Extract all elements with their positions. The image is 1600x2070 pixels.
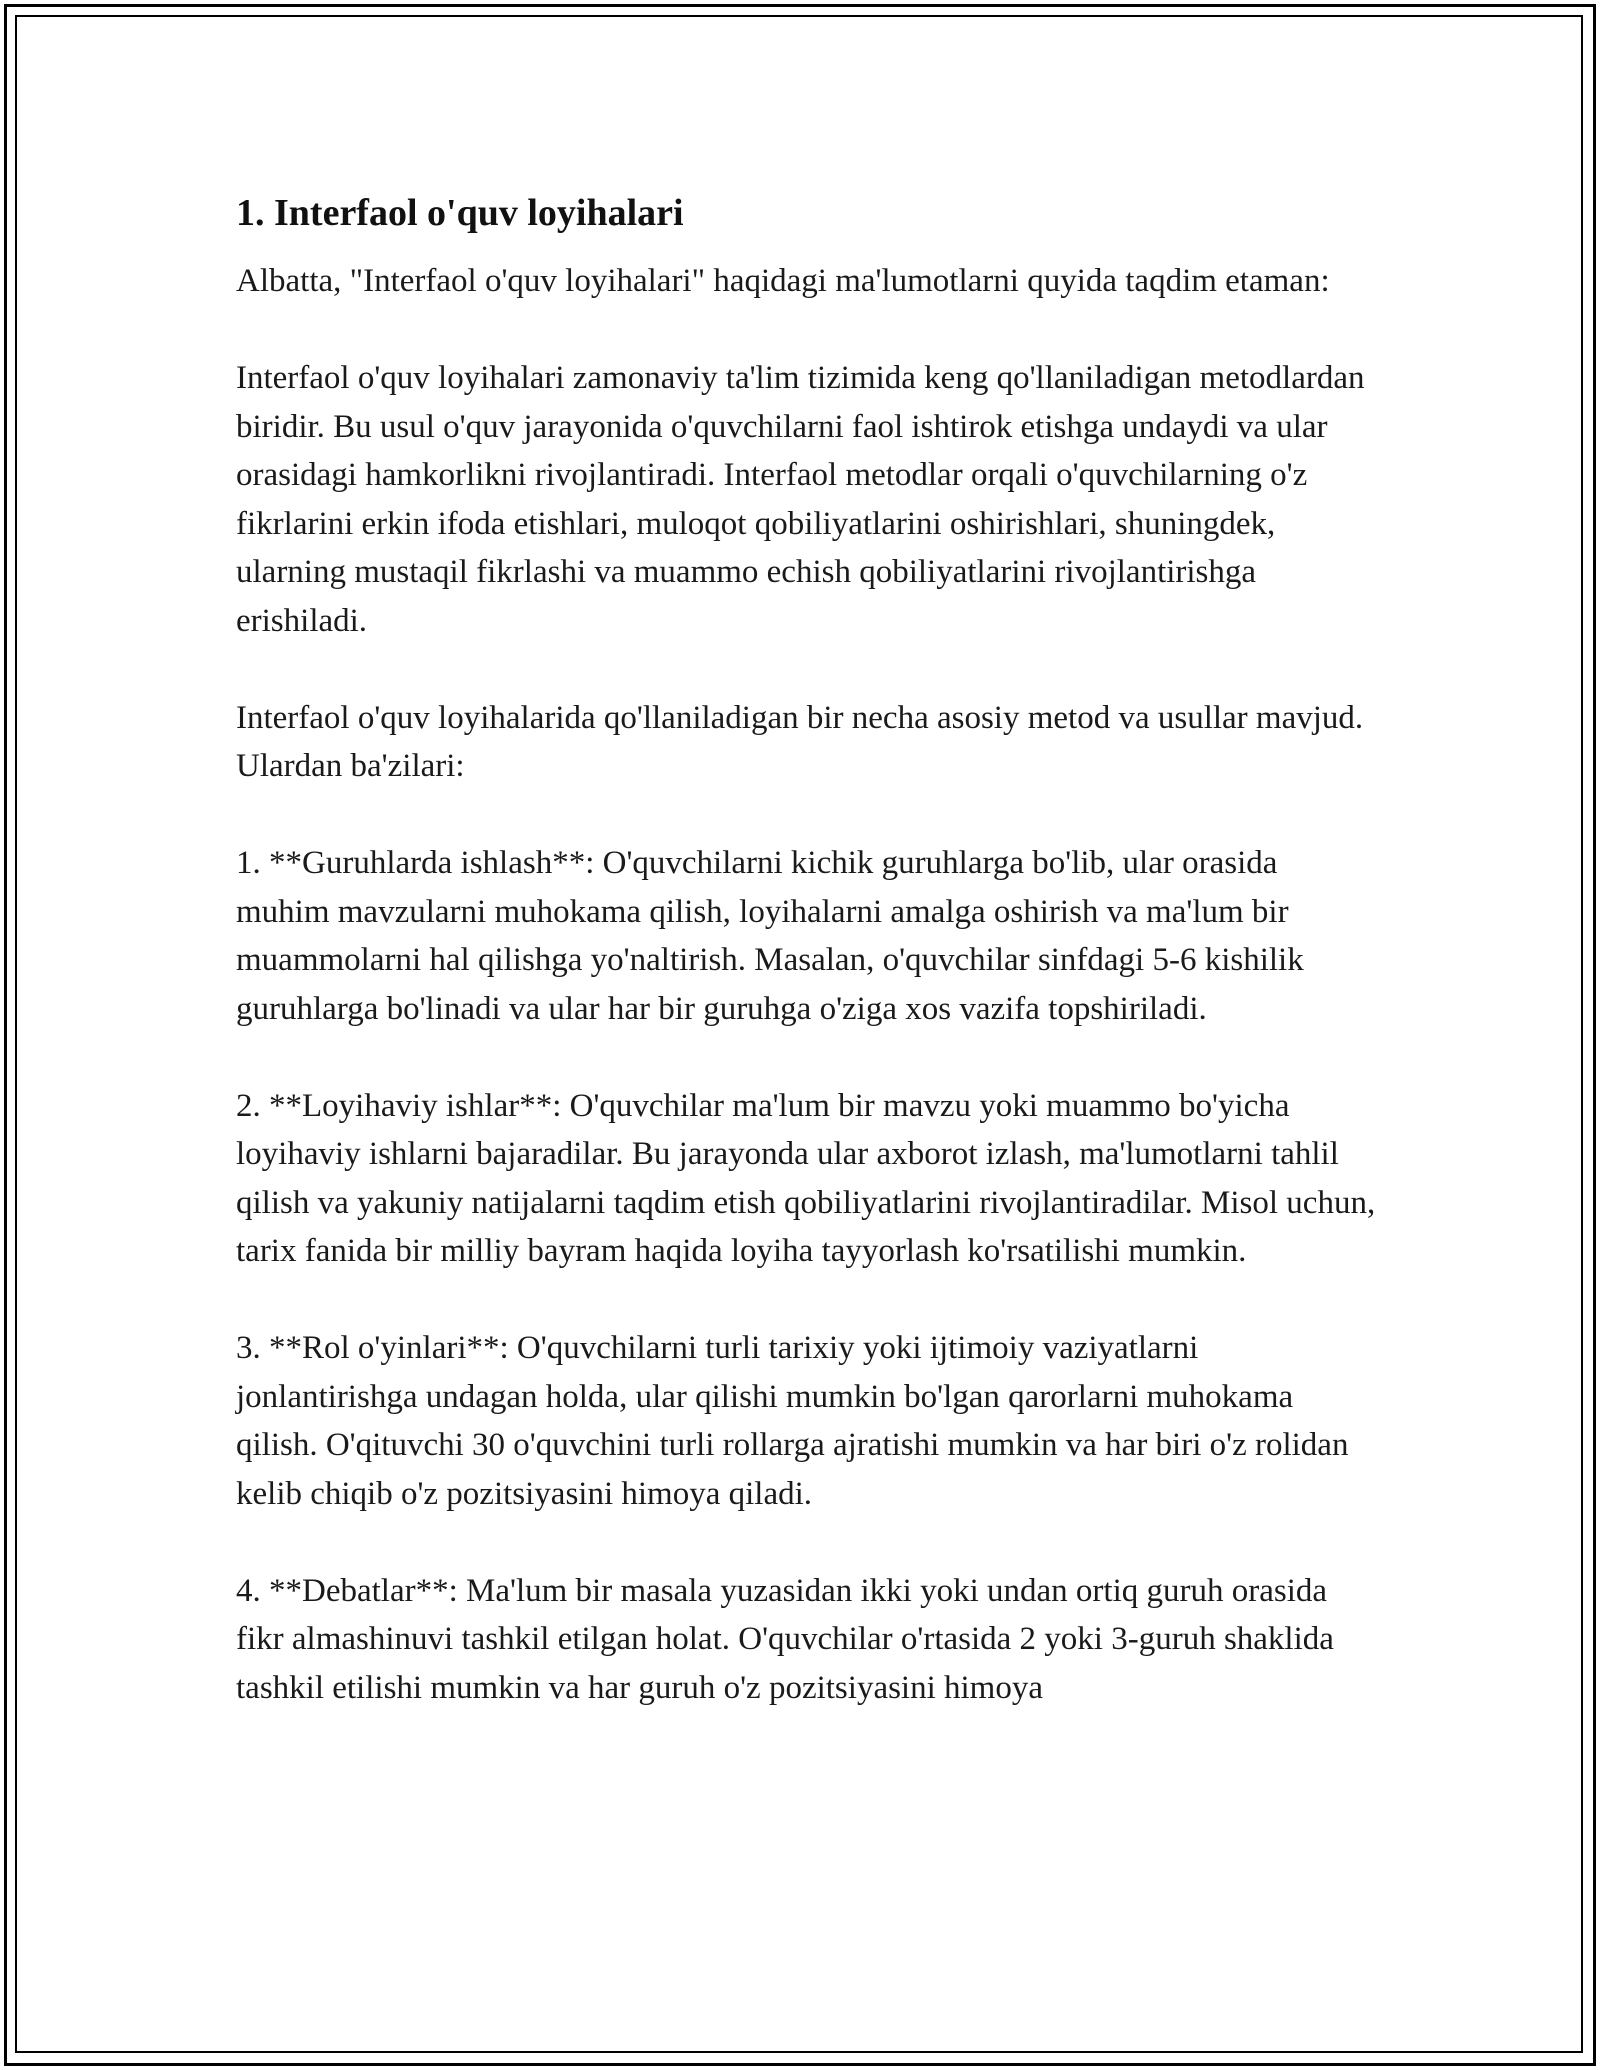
document-body: [236, 185, 1376, 1761]
method-item-debates: 4. **Debatlar**: Ma'lum bir masala yuzasidan ikki yoki undan ortiq guruh orasida fikr almashinuvi tashkil etilgan holat. O'quvchilar o'rtasida 2 yoki 3-guruh shaklida tashkil etilishi mumkin va har guruh o'z pozitsiyasini himoya: [236, 1572, 1334, 1706]
method-item-project-work: 2. **Loyihaviy ishlar**: O'quvchilar ma'lum bir mavzu yoki muammo bo'yicha loyihaviy ishlarni bajaradilar. Bu jarayonda ular axborot izlash, ma'lumotlarni tahlil qilish va yakuniy natijalarni taqdim etish qobiliyatlarini rivojlantiradilar. Misol uchun, tarix fanida bir milliy bayram haqida loyiha tayyorlash ko'rsatilishi mumkin.: [236, 1087, 1376, 1269]
methods-intro-paragraph: Interfaol o'quv loyihalarida qo'llaniladigan bir necha asosiy metod va usullar mavjud. Ulardan ba'zilari:: [236, 699, 1364, 784]
document-title: 1. Interfaol o'quv loyihalari: [236, 192, 684, 234]
intro-paragraph: Albatta, "Interfaol o'quv loyihalari" haqidagi ma'lumotlarni quyida taqdim etaman:: [236, 263, 1330, 299]
overview-paragraph: Interfaol o'quv loyihalari zamonaviy ta'lim tizimida keng qo'llaniladigan metodlardan biridir. Bu usul o'quv jarayonida o'quvchilarni faol ishtirok etishga undaydi va ular orasidagi hamkorlikni rivojlantiradi. Interfaol metodlar orqali o'quvchilarning o'z fikrlarini erkin ifoda etishlari, muloqot qobiliyatlarini oshirishlari, shuningdek, ularning mustaqil fikrlashi va muammo echish qobiliyatlarini rivojlantirishga erishiladi.: [236, 360, 1365, 639]
method-item-role-play: 3. **Rol o'yinlari**: O'quvchilarni turli tarixiy yoki ijtimoiy vaziyatlarni jonlantirishga undagan holda, ular qilishi mumkin bo'lgan qarorlarni muhokama qilish. O'qituvchi 30 o'quvchini turli rollarga ajratishi mumkin va har biri o'z rolidan kelib chiqib o'z pozitsiyasini himoya qiladi.: [236, 1330, 1349, 1512]
method-item-group-work: 1. **Guruhlarda ishlash**: O'quvchilarni kichik guruhlarga bo'lib, ular orasida muhim mavzularni muhokama qilish, loyihalarni amalga oshirish va ma'lum bir muammolarni hal qilishga yo'naltirish. Masalan, o'quvchilar sinfdagi 5-6 kishilik guruhlarga bo'linadi va ular har bir guruhga o'ziga xos vazifa topshiriladi.: [236, 845, 1304, 1027]
